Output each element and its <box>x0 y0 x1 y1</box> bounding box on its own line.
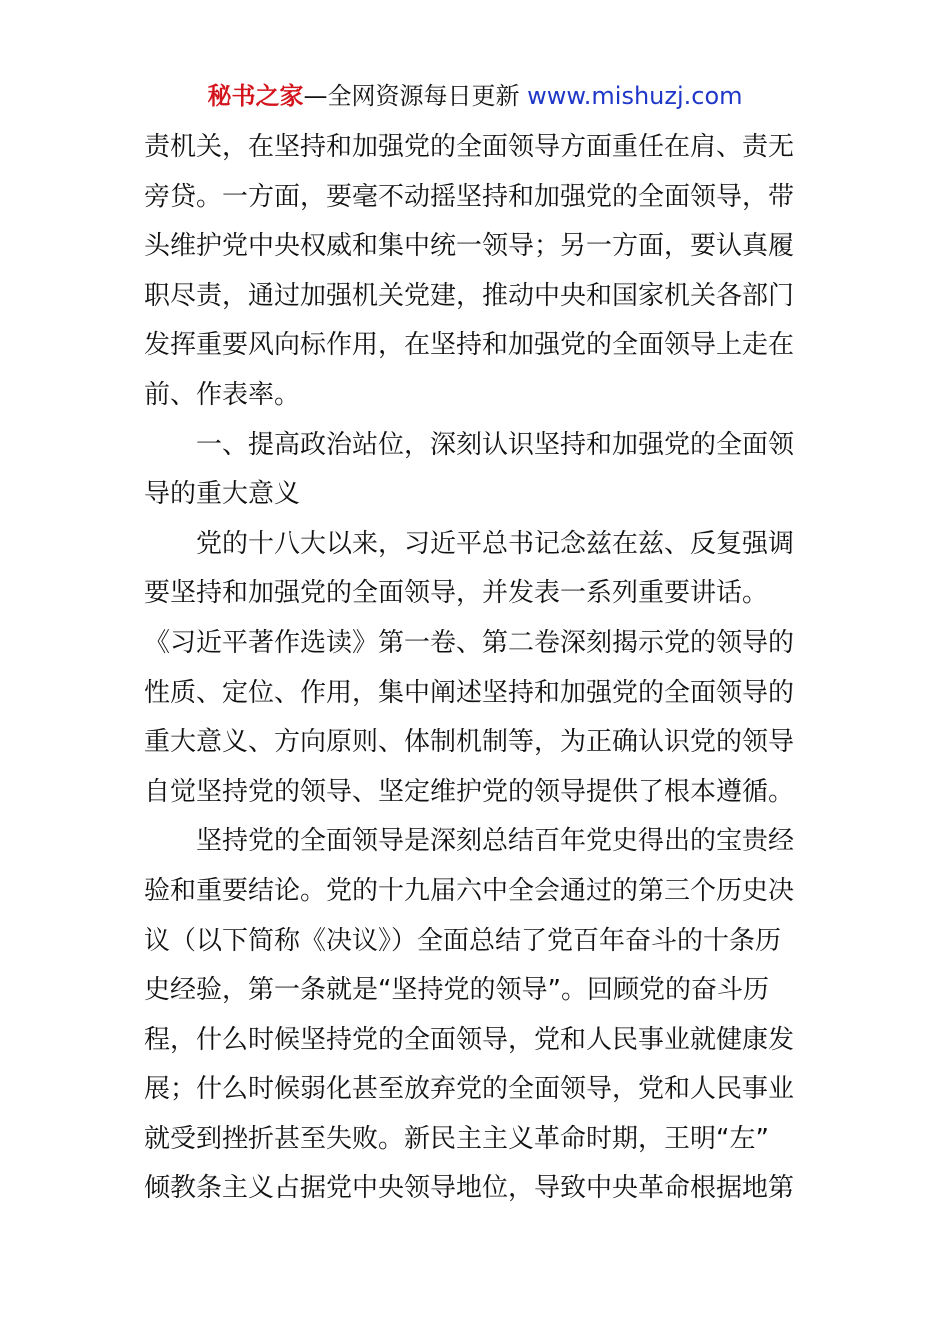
text-line: 就受到挫折甚至失败。新民主主义革命时期，王明“左” <box>144 1123 769 1154</box>
text-line: 头维护党中央权威和集中统一领导；另一方面，要认真履 <box>144 231 795 262</box>
paragraph <box>144 817 814 1214</box>
paragraph <box>144 520 814 818</box>
text-line: 《习近平著作选读》第一卷、第二卷深刻揭示党的领导的 <box>144 627 795 658</box>
text-line: 展；什么时候弱化甚至放弃党的全面领导，党和人民事业 <box>144 1074 795 1105</box>
text-line: 自觉坚持党的领导、坚定维护党的领导提供了根本遵循。 <box>144 776 795 807</box>
heading-line: 导的重大意义 <box>144 479 301 510</box>
page-header <box>0 80 950 112</box>
text-line: 史经验，第一条就是“坚持党的领导”。回顾党的奋斗历 <box>144 975 769 1006</box>
site-brand: 秘书之家 <box>207 82 304 110</box>
text-line: 程，什么时候坚持党的全面领导，党和人民事业就健康发 <box>144 1024 795 1055</box>
text-line: 要坚持和加强党的全面领导，并发表一系列重要讲话。 <box>144 578 769 609</box>
text-line: 坚持党的全面领导是深刻总结百年党史得出的宝贵经 <box>196 826 795 857</box>
site-url-link[interactable]: www.mishuzj.com <box>527 82 743 110</box>
text-line: 性质、定位、作用，集中阐述坚持和加强党的全面领导的 <box>144 677 795 708</box>
site-tagline: —全网资源每日更新 <box>303 82 528 110</box>
heading-line: 一、提高政治站位，深刻认识坚持和加强党的全面领 <box>196 429 795 460</box>
text-line: 党的十八大以来，习近平总书记念兹在兹、反复强调 <box>196 528 795 559</box>
paragraph-continuation <box>144 123 814 421</box>
text-line: 职尽责，通过加强机关党建，推动中央和国家机关各部门 <box>144 280 795 311</box>
document-body <box>144 123 814 1214</box>
text-line: 前、作表率。 <box>144 379 301 410</box>
text-line: 验和重要结论。党的十九届六中全会通过的第三个历史决 <box>144 875 795 906</box>
text-line: 旁贷。一方面，要毫不动摇坚持和加强党的全面领导，带 <box>144 181 795 212</box>
text-line: 责机关，在坚持和加强党的全面领导方面重任在肩、责无 <box>144 132 795 162</box>
section-heading <box>144 421 814 520</box>
text-line: 议（以下简称《决议》）全面总结了党百年奋斗的十条历 <box>144 925 782 956</box>
text-line: 重大意义、方向原则、体制机制等，为正确认识党的领导 <box>144 727 795 758</box>
text-line: 倾教条主义占据党中央领导地位，导致中央革命根据地第 <box>144 1173 795 1204</box>
text-line: 发挥重要风向标作用，在坚持和加强党的全面领导上走在 <box>144 330 795 361</box>
